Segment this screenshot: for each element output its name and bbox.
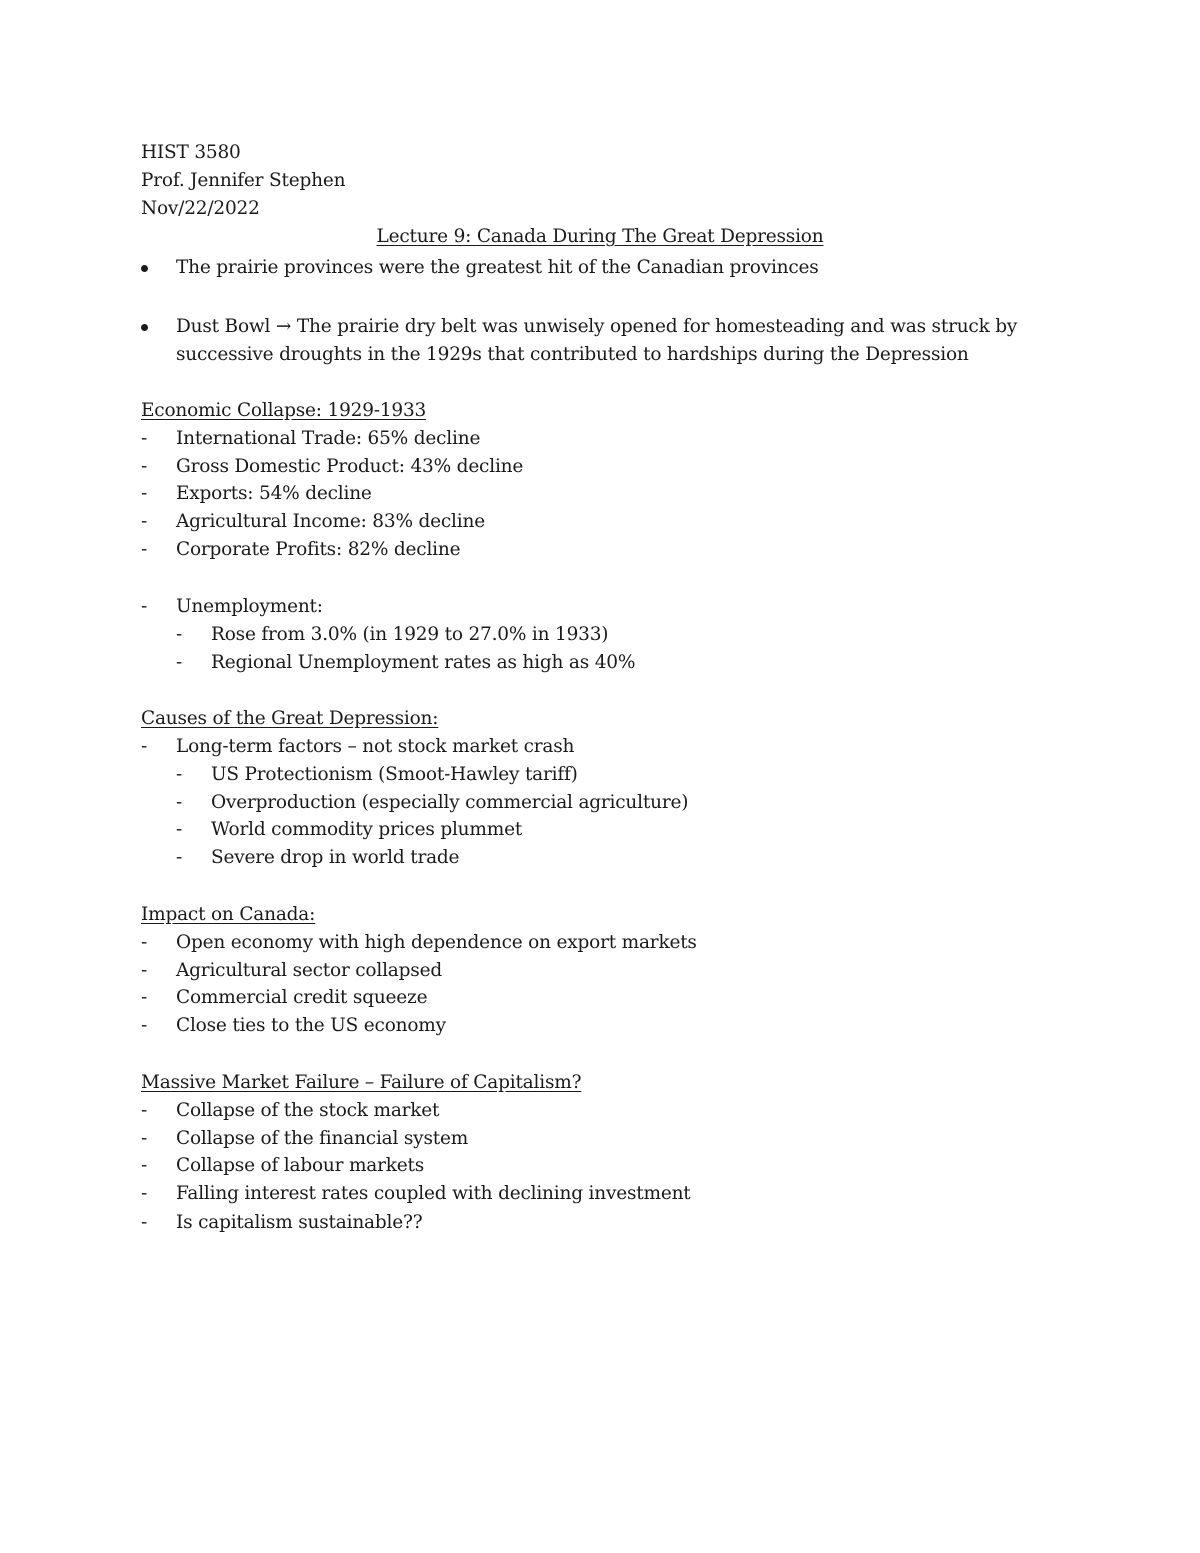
dash-marker: - [141, 511, 148, 532]
section-heading-causes [141, 705, 438, 733]
list-item: Agricultural Income: 83% decline [176, 511, 485, 532]
dash-marker: - [141, 1100, 148, 1121]
list-subitem: Regional Unemployment rates as high as 40% [211, 652, 636, 673]
dash-marker: - [141, 1015, 148, 1036]
list-item: Commercial credit squeeze [176, 987, 428, 1008]
dash-marker: - [176, 652, 183, 673]
list-item: Collapse of labour markets [176, 1155, 425, 1176]
dash-marker: - [141, 1155, 148, 1176]
dash-marker: - [141, 932, 148, 953]
list-item: Collapse of the financial system [176, 1128, 469, 1149]
dash-marker: - [141, 960, 148, 981]
list-item: Close ties to the US economy [176, 1015, 446, 1036]
economic-collapse-heading-text: Economic Collapse: 1929-1933 [141, 400, 427, 421]
list-subitem: Overproduction (especially commercial agriculture) [211, 792, 689, 813]
dash-marker: - [176, 847, 183, 868]
list-subitem: Severe drop in world trade [211, 847, 460, 868]
dash-marker: - [141, 596, 148, 617]
list-subitem: US Protectionism (Smoot-Hawley tariff) [211, 764, 578, 785]
bullet-dot [141, 324, 148, 331]
section-heading-market-failure [141, 1069, 581, 1097]
professor-name: Prof. Jennifer Stephen [141, 170, 346, 191]
dash-marker: - [141, 539, 148, 560]
dash-marker: - [176, 819, 183, 840]
dash-marker: - [141, 1183, 148, 1204]
dash-marker: - [141, 428, 148, 449]
dash-marker: - [141, 987, 148, 1008]
causes-heading-text: Causes of the Great Depression: [141, 708, 439, 729]
list-item: Agricultural sector collapsed [176, 960, 442, 981]
list-item: Exports: 54% decline [176, 483, 372, 504]
lecture-title [0, 223, 1200, 251]
dash-marker: - [141, 456, 148, 477]
lecture-title-text: Lecture 9: Canada During The Great Depression [376, 226, 824, 247]
dash-marker: - [141, 1128, 148, 1149]
intro-bullet-1: The prairie provinces were the greatest hit of the Canadian provinces [176, 257, 819, 278]
list-item: Falling interest rates coupled with declining investment [176, 1183, 691, 1204]
dash-marker: - [176, 792, 183, 813]
list-subitem: World commodity prices plummet [211, 819, 523, 840]
dash-marker: - [176, 764, 183, 785]
list-item: Collapse of the stock market [176, 1100, 440, 1121]
list-item: Gross Domestic Product: 43% decline [176, 456, 524, 477]
dash-marker: - [141, 1212, 148, 1233]
unemployment-label: Unemployment: [176, 596, 323, 617]
impact-heading-text: Impact on Canada: [141, 904, 316, 925]
lecture-date: Nov/22/2022 [141, 198, 260, 219]
dash-marker: - [141, 483, 148, 504]
section-heading-economic-collapse [141, 397, 426, 425]
list-item: Is capitalism sustainable?? [176, 1212, 423, 1233]
list-item: Corporate Profits: 82% decline [176, 539, 461, 560]
dash-marker: - [141, 736, 148, 757]
list-item: Long-term factors – not stock market crash [176, 736, 575, 757]
intro-bullet-2-continued: successive droughts in the 1929s that contributed to hardships during the Depression [176, 344, 969, 365]
list-item: International Trade: 65% decline [176, 428, 481, 449]
list-subitem: Rose from 3.0% (in 1929 to 27.0% in 1933) [211, 624, 609, 645]
intro-bullet-2: Dust Bowl → The prairie dry belt was unwisely opened for homesteading and was struck by [176, 316, 1018, 337]
list-item: Open economy with high dependence on export markets [176, 932, 697, 953]
bullet-dot [141, 265, 148, 272]
market-failure-heading-text: Massive Market Failure – Failure of Capitalism? [141, 1072, 582, 1093]
section-heading-impact [141, 901, 315, 929]
course-code: HIST 3580 [141, 142, 241, 163]
dash-marker: - [176, 624, 183, 645]
